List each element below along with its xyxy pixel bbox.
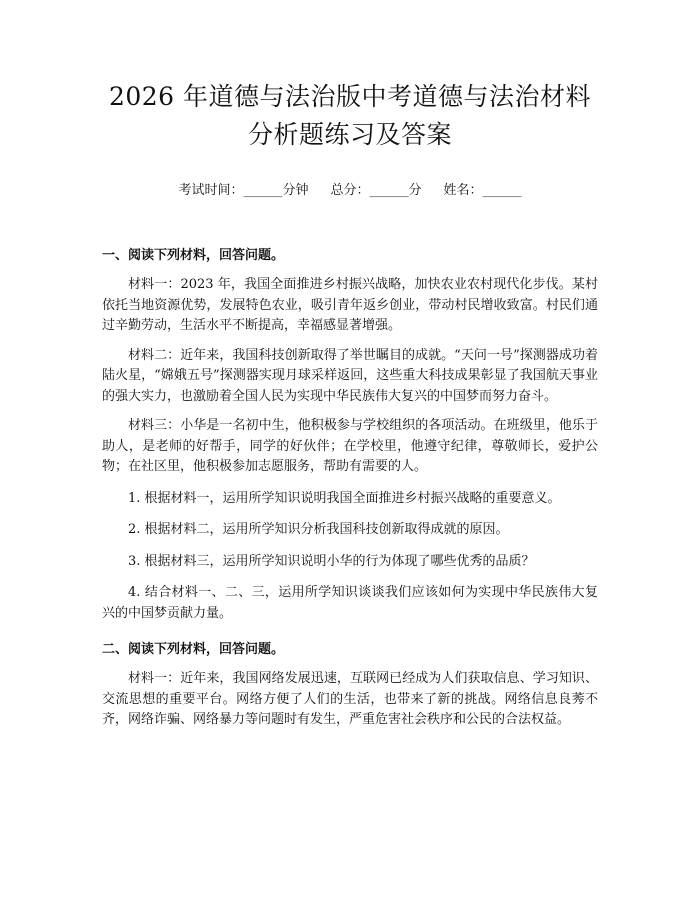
exam-time-label: 考试时间：______分钟 xyxy=(178,183,309,198)
material-paragraph: 材料三：小华是一名初中生，他积极参与学校组织的各项活动。在班级里，他乐于助人，是老师的好帮手，同学的好伙伴；在学校里，他遵守纪律，尊敬师长，爱护公物；在社区里，他积极参加志愿服务，帮助有需要的人。 xyxy=(102,418,598,474)
question-item: 1. 根据材料一，运用所学知识说明我国全面推进乡村振兴战略的重要意义。 xyxy=(128,490,561,506)
total-score-label: 总分：______分 xyxy=(330,183,422,198)
question-item: 4. 结合材料一、二、三，运用所学知识谈谈我们应该如何为实现中华民族伟大复兴的中国梦贡献力量。 xyxy=(102,585,598,621)
material-paragraph: 材料一：近年来，我国网络发展迅速，互联网已经成为人们获取信息、学习知识、交流思想的重要平台。网络方便了人们的生活，也带来了新的挑战。网络信息良莠不齐，网络诈骗、网络暴力等问题时有发生，严重危害社会秩序和公民的合法权益。 xyxy=(102,671,598,727)
section-2 xyxy=(102,640,598,731)
question-item: 3. 根据材料三，运用所学知识说明小华的行为体现了哪些优秀的品质？ xyxy=(128,553,535,569)
student-name-label: 姓名：______ xyxy=(443,183,522,198)
section-heading: 一、阅读下列材料，回答问题。 xyxy=(102,248,285,263)
material-paragraph: 材料二：近年来，我国科技创新取得了举世瞩目的成就。“天问一号”探测器成功着陆火星，“嫦娥五号”探测器实现月球采样返回，这些重大科技成果彰显了我国航天事业的强大实力，也激励着全国人民为实现中华民族伟大复兴的中国梦而努力奋斗。 xyxy=(102,347,598,404)
exam-meta xyxy=(102,181,598,201)
document-title: 2026 年道德与法治版中考道德与法治材料分析题练习及答案 xyxy=(108,82,592,149)
question-item: 2. 根据材料二，运用所学知识分析我国科技创新取得成就的原因。 xyxy=(128,522,509,537)
section-1 xyxy=(102,246,598,624)
section-heading: 二、阅读下列材料，回答问题。 xyxy=(102,642,285,657)
material-paragraph: 材料一：2023 年，我国全面推进乡村振兴战略，加快农业农村现代化步伐。某村依托当地资源优势，发展特色农业，吸引青年返乡创业，带动村民增收致富。村民们通过辛勤劳动，生活水平不断提高，幸福感显著增强。 xyxy=(102,277,598,333)
